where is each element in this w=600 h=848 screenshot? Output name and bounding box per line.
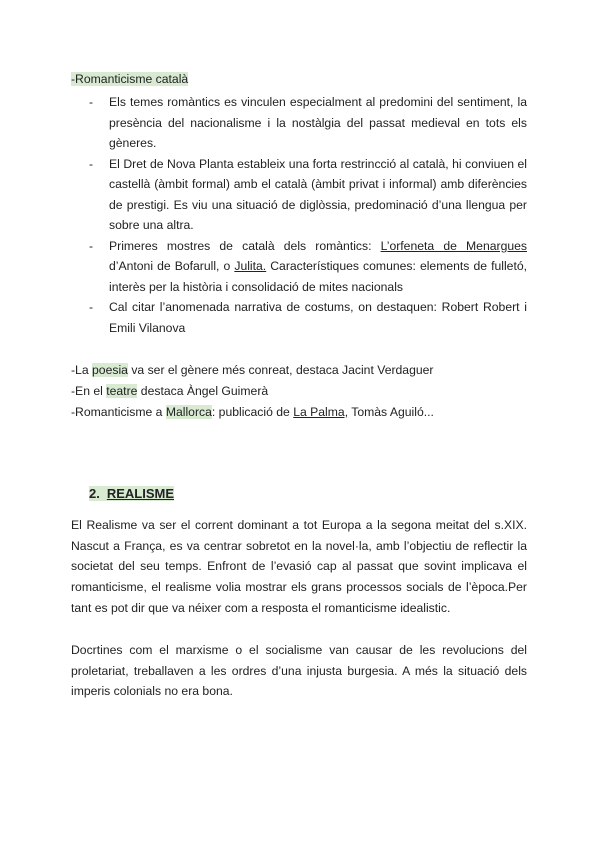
bullet-text: Els temes romàntics es vinculen especialment al predomini del sentiment, la presència del nacionalisme i la nostàlgia del passat medieval en tots els gèneres. <box>109 95 527 150</box>
list-item <box>71 154 527 236</box>
bullet-text-part: d’Antoni de Bofarull, o <box>109 259 235 273</box>
poesia-highlight: poesia <box>92 363 128 377</box>
bullet-text-part: Característiques comunes: elements de fulletó, interès per la història i consolidació de mites nacionals <box>109 259 527 294</box>
bullet-dash: - <box>89 156 94 171</box>
line-suffix: va ser el gènere més conreat, destaca Jacint Verdaguer <box>127 363 434 377</box>
section-title: REALISME <box>106 486 175 501</box>
bullet-text-part: Primeres mostres de català dels romàntics: <box>109 238 381 253</box>
line-mid: : publicació de <box>211 405 294 419</box>
line-prefix: -En el <box>71 384 107 398</box>
mallorca-line <box>71 405 434 419</box>
line-prefix: -La <box>71 363 93 377</box>
work-title-julita: Julita. <box>234 259 267 273</box>
list-item <box>71 297 527 338</box>
romanticisme-heading-text: -Romanticisme català <box>71 72 189 86</box>
work-title-orfeneta: L’orfeneta de Menargues <box>380 238 527 253</box>
line-suffix: Tomàs Aguiló... <box>348 405 434 419</box>
realisme-paragraph-2: Docrtines com el marxisme o el socialisme van causar de les revolucions del proletariat, treballaven a les ordres d’una injusta burgesia. A més la situació dels imperis colonials no era bona. <box>71 643 527 699</box>
bullet-dash: - <box>89 300 94 314</box>
section-heading-realisme <box>89 486 174 501</box>
section-number: 2. <box>89 486 100 501</box>
poesia-line <box>71 363 433 377</box>
section-heading-highlight <box>89 486 174 501</box>
realisme-paragraph-1: El Realisme va ser el corrent dominant a tot Europa a la segona meitat del s.XIX. Nascut a França, es va centrar sobretot en la novel·la, amb l’objectiu de reflectir la societat del seu temps. Enfront de l’evasió cap al passat que sovint implicava el romanticisme, el realisme volia mostrar els grans processos socials de l’època.Per tant es pot dir que va néixer com a resposta el romanticisme idealistic. <box>71 518 527 615</box>
teatre-highlight: teatre <box>106 384 138 398</box>
bullet-dash: - <box>89 238 94 253</box>
romanticisme-bullet-list <box>71 92 527 338</box>
list-item <box>71 92 527 154</box>
line-suffix: destaca Àngel Guimerà <box>137 384 269 398</box>
list-item <box>71 236 527 298</box>
mallorca-highlight: Mallorca <box>165 405 212 419</box>
bullet-text: El Dret de Nova Planta estableix una forta restrincció al català, hi conviuen el castellà (àmbit formal) amb el català (àmbit privat i informal) amb diferències de prestigi. Es viu una situació de diglòssia, predominació d’una llengua per sobre una altra. <box>109 156 527 232</box>
romanticisme-heading <box>71 72 188 86</box>
line-prefix: -Romanticisme a <box>71 405 166 419</box>
teatre-line <box>71 384 268 398</box>
work-title-la-palma: La Palma, <box>293 405 349 419</box>
bullet-dash: - <box>89 95 94 109</box>
bullet-text: Cal citar l’anomenada narrativa de costums, on destaquen: Robert Robert i Emili Vilanova <box>109 300 527 335</box>
